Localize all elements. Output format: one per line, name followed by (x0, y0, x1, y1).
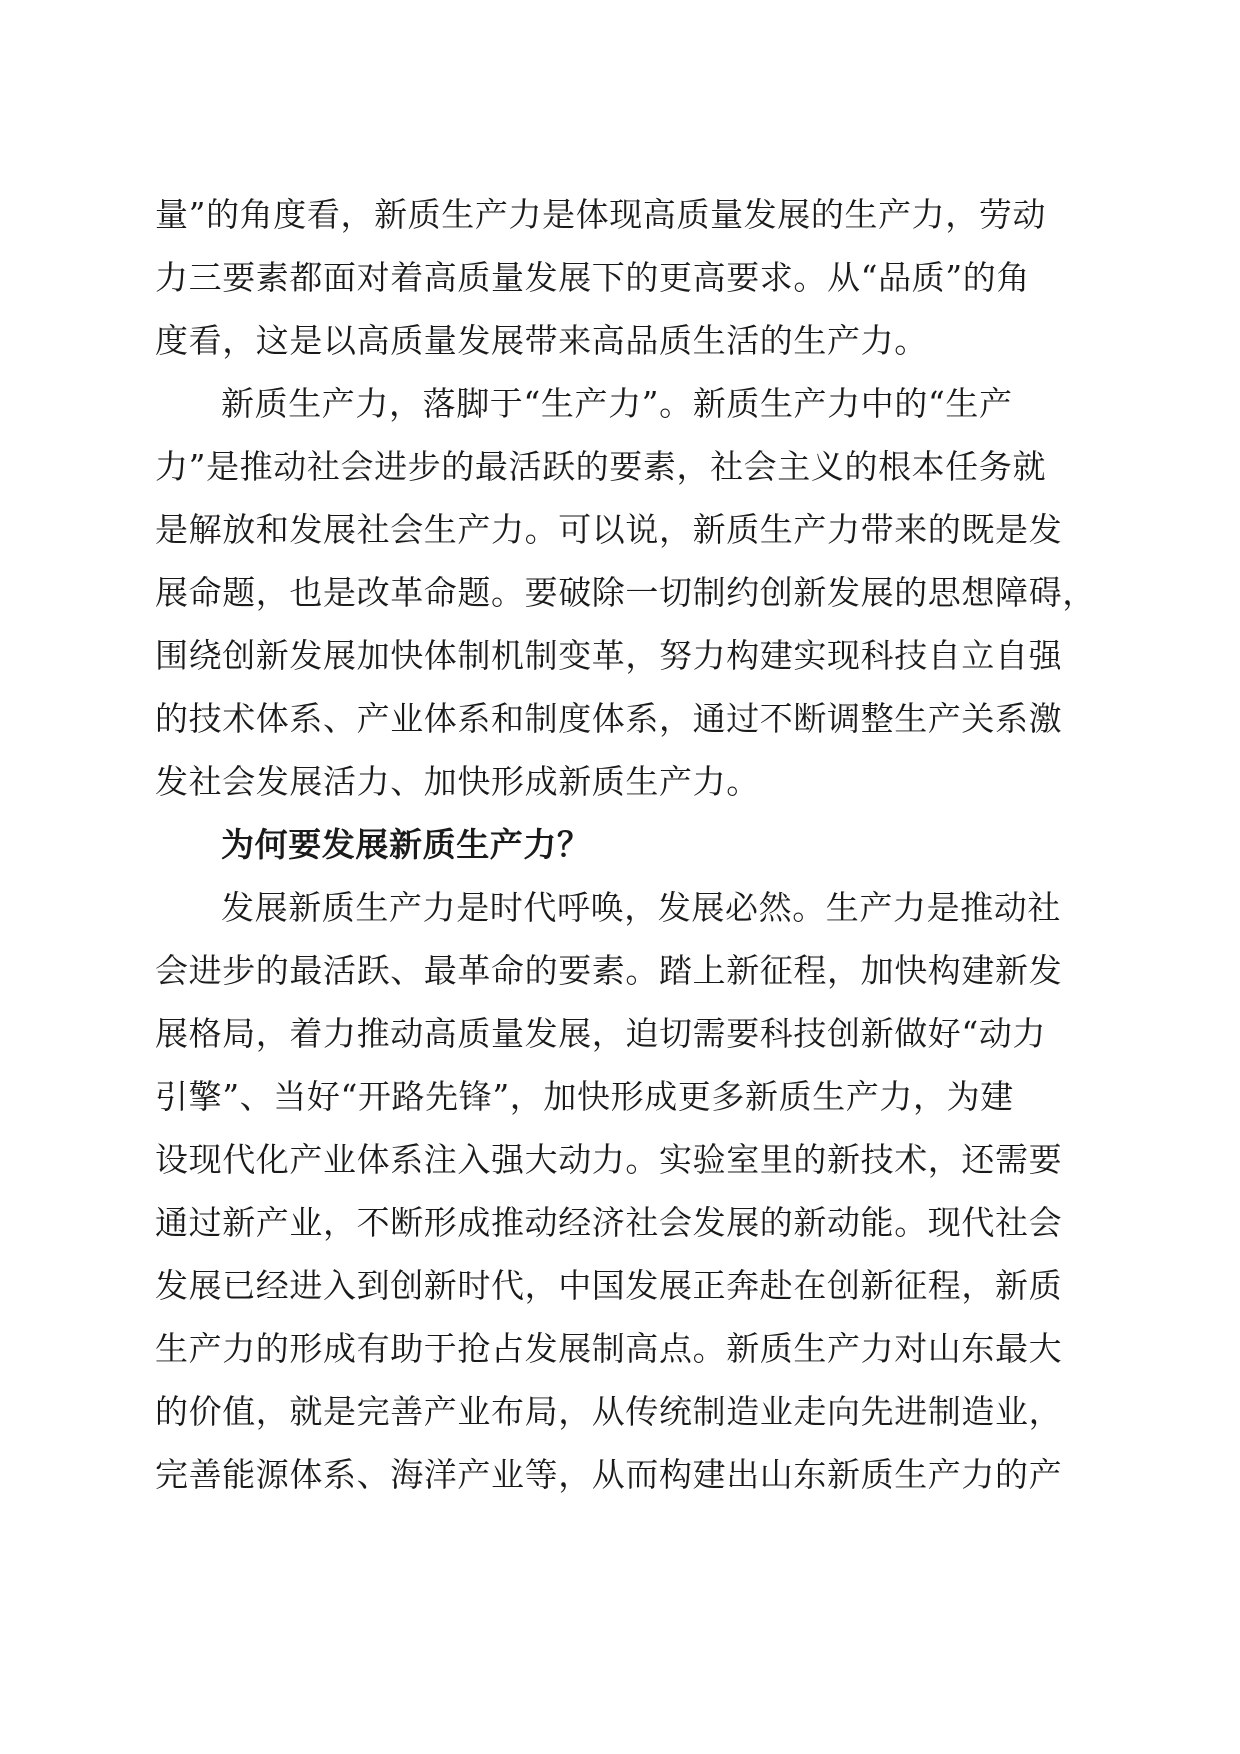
text-line: 生产力的形成有助于抢占发展制高点。新质生产力对山东最大 (155, 1329, 1063, 1368)
text-line: 发展已经进入到创新时代，中国发展正奔赴在创新征程，新质 (155, 1266, 1063, 1305)
text-line: 力”是推动社会进步的最活跃的要素，社会主义的根本任务就 (155, 447, 1047, 486)
text-line: 通过新产业，不断形成推动经济社会发展的新动能。现代社会 (155, 1203, 1063, 1242)
text-line: 发社会发展活力、加快形成新质生产力。 (155, 762, 760, 801)
text-line: 设现代化产业体系注入强大动力。实验室里的新技术，还需要 (155, 1140, 1063, 1179)
text-line: 完善能源体系、海洋产业等，从而构建出山东新质生产力的产 (155, 1455, 1063, 1494)
paragraph-continuation (155, 183, 1085, 372)
text-line: 的技术体系、产业体系和制度体系，通过不断调整生产关系激 (155, 699, 1063, 738)
text-line: 力三要素都面对着高质量发展下的更高要求。从“品质”的角 (155, 258, 1030, 297)
text-line: 的价值，就是完善产业布局，从传统制造业走向先进制造业， (155, 1392, 1063, 1431)
text-line: 引擎”、当好“开路先锋”，加快形成更多新质生产力，为建 (155, 1077, 1014, 1116)
text-line: 量”的角度看，新质生产力是体现高质量发展的生产力，劳动 (155, 195, 1047, 234)
text-line: 展格局，着力推动高质量发展，迫切需要科技创新做好“动力 (155, 1014, 1047, 1053)
text-line: 度看，这是以高质量发展带来高品质生活的生产力。 (155, 321, 928, 360)
paragraph-productivity (155, 372, 1096, 813)
text-line: 会进步的最活跃、最革命的要素。踏上新征程，加快构建新发 (155, 951, 1063, 990)
paragraph-why-develop (155, 876, 1085, 1506)
text-line: 展命题，也是改革命题。要破除一切制约创新发展的思想障碍， (155, 573, 1096, 612)
document-body (155, 183, 1096, 1506)
text-line: 是解放和发展社会生产力。可以说，新质生产力带来的既是发 (155, 510, 1063, 549)
section-heading: 为何要发展新质生产力？ (221, 825, 591, 864)
text-line: 新质生产力，落脚于“生产力”。新质生产力中的“生产 (221, 384, 1013, 423)
text-line: 发展新质生产力是时代呼唤，发展必然。生产力是推动社 (221, 888, 1061, 927)
text-line: 围绕创新发展加快体制机制变革，努力构建实现科技自立自强 (155, 636, 1063, 675)
